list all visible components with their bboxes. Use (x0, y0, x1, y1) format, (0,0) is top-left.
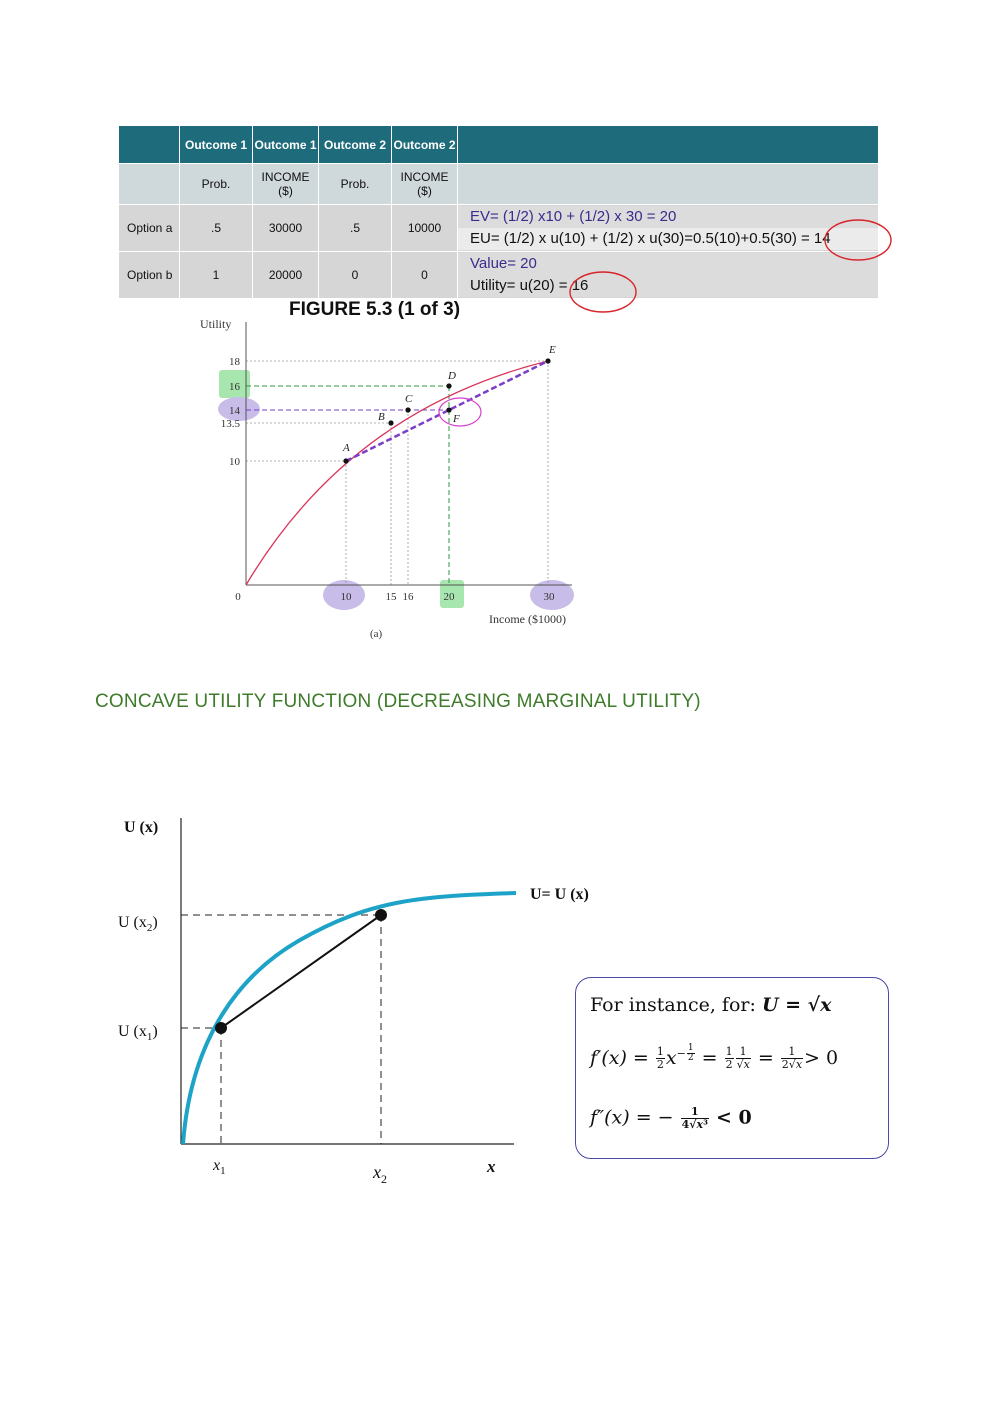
first-derivative-line: f′(x) = $\frac{1}{2}$ $x^{- \frac{1}{2}}$ = $\frac{1}{2}$ $\frac{1}{√x}$ = $\frac{1}{2√x}$ > 0 (590, 1043, 839, 1072)
row-label: Option a (119, 205, 180, 252)
g2-y-label: U (x) (124, 819, 159, 836)
formula-u-eq: U = √x (761, 994, 832, 1016)
f2-lhs: f″(x) = − (590, 1106, 680, 1129)
g2-point-x2 (375, 909, 387, 921)
subheader-cell: Prob. (319, 164, 392, 205)
utility-result: = 16 (558, 277, 589, 294)
point-d (446, 383, 451, 388)
g2-x-axis-label: x (487, 1157, 496, 1176)
y-axis-label: Utility (200, 317, 232, 331)
point-b (388, 420, 393, 425)
subheader-cell: Prob. (180, 164, 253, 205)
eu-result: = 14 (801, 230, 831, 247)
f1-lhs: f′(x) = (590, 1046, 655, 1069)
utility-curve (246, 361, 548, 585)
table-cell: 30000 (253, 205, 319, 252)
g2-guides (181, 915, 381, 1144)
x-tick-labels (235, 591, 555, 603)
table-cell: 0 (319, 252, 392, 299)
second-derivative-line: f″(x) = − $\frac{1}{\text{4√x³}}$ < 0 (590, 1105, 752, 1131)
y-tick: 14 (229, 405, 240, 417)
y-tick: 18 (229, 356, 240, 368)
x-tick: 15 (385, 591, 397, 603)
label-c: C (405, 393, 413, 405)
header-cell: Outcome 2 (392, 126, 458, 164)
g2-curve-label: U= U (x) (530, 886, 589, 903)
formula-intro: For instance, for: (590, 994, 762, 1016)
g2-x2-label: $x_2$ (373, 1162, 387, 1186)
point-a (343, 458, 348, 463)
label-a: A (343, 442, 350, 454)
header-cell: Outcome 2 (319, 126, 392, 164)
eu-formula: EU= (1/2) x u(10) + (1/2) x u(30)=0.5(10)+0.5(30) (470, 230, 797, 247)
label-e: E (549, 344, 556, 356)
utility-figure (0, 0, 1000, 660)
subheader-cell: INCOME ($) (392, 164, 458, 205)
table-cell: 0 (392, 252, 458, 299)
header-cell: Outcome 1 (253, 126, 319, 164)
label-d: D (448, 370, 456, 382)
x-tick-origin: 0 (235, 591, 241, 603)
f2-lt: < 0 (715, 1106, 752, 1129)
table-cell: 1 (180, 252, 253, 299)
point-e (545, 358, 550, 363)
g2-y-u1-label: U $(x_1)$ (118, 1023, 158, 1043)
utility-formula: Utility= u(20) (470, 277, 555, 294)
label-f: F (453, 413, 460, 425)
table-cell: .5 (180, 205, 253, 252)
table-cell: 20000 (253, 252, 319, 299)
g2-y-u2-label: U $(x_2)$ (118, 914, 158, 934)
x-tick: 30 (543, 591, 555, 603)
figure-caption: (a) (370, 628, 383, 640)
g2-x1-label: $x_1$ (213, 1157, 226, 1177)
guide-lines (246, 361, 548, 585)
value-line: Value= 20 (458, 253, 878, 275)
x-tick: 10 (340, 591, 352, 603)
x-tick: 16 (402, 591, 414, 603)
table-cell: .5 (319, 205, 392, 252)
y-tick: 16 (229, 381, 240, 393)
figure-title: FIGURE 5.3 (1 of 3) (289, 299, 461, 320)
formula-box (575, 977, 889, 1159)
g2-point-x1 (215, 1022, 227, 1034)
section-heading: CONCAVE UTILITY FUNCTION (DECREASING MARGINAL UTILITY) (95, 691, 701, 712)
row-label: Option b (119, 252, 180, 299)
label-b: B (378, 411, 385, 423)
header-cell: Outcome 1 (180, 126, 253, 164)
concave-utility-graph (0, 800, 620, 1200)
y-tick: 13.5 (220, 418, 240, 430)
table-cell: 10000 (392, 205, 458, 252)
green-guides (246, 386, 449, 585)
point-c (405, 407, 410, 412)
ev-line: EV= (1/2) x10 + (1/2) x 30 = 20 (458, 206, 878, 228)
x-tick: 20 (443, 591, 455, 603)
y-tick: 10 (229, 456, 240, 468)
f1-gt: > 0 (804, 1046, 839, 1069)
x-axis-label: Income ($1000) (489, 612, 566, 626)
formula-intro-line (590, 994, 831, 1016)
point-f (446, 407, 451, 412)
g2-chord (221, 915, 381, 1028)
subheader-cell: INCOME ($) (253, 164, 319, 205)
